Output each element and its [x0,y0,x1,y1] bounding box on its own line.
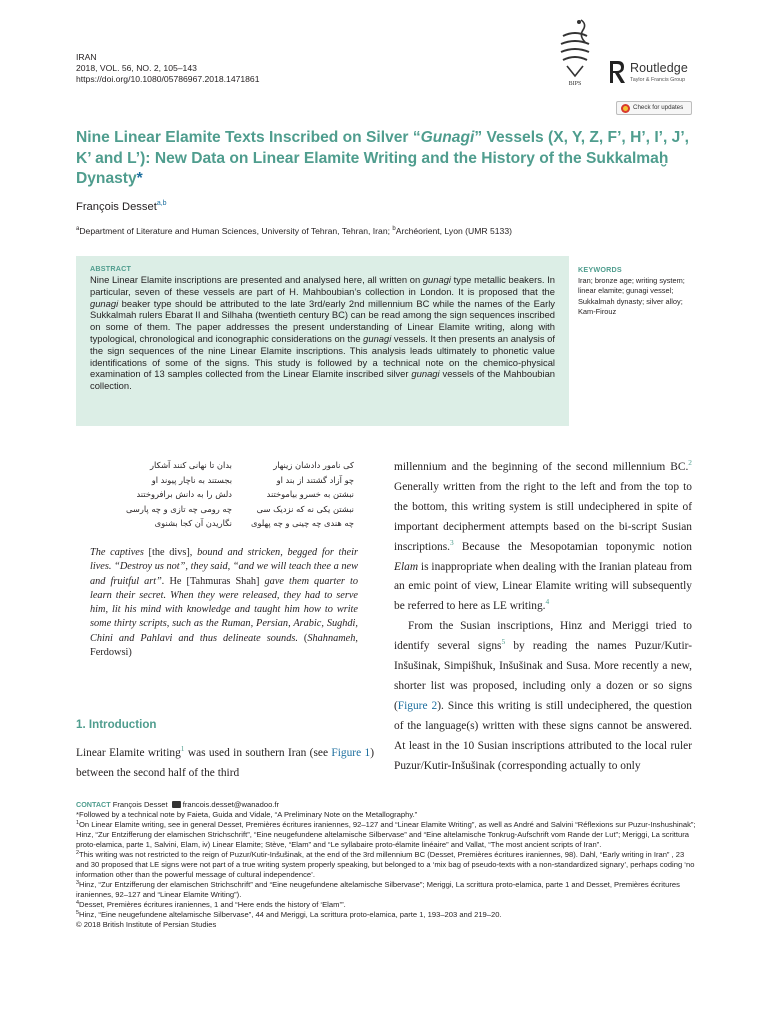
contact-line [76,800,698,810]
footnote-3: $^3$Hinz, “Zur Entzifferung der elamischen Strichschrift” and “Eine neugefundene altelamische Silbervase”; Meriggi, La scrittura proto-elamica, parte 1 and Desset, Premières écritures iraniennes, 92–127 and “Linear Elamite Writing”). [76,880,680,899]
footnote-ref-1[interactable]: 1 [180,744,185,753]
journal-meta [76,52,260,86]
footnote-ref-5[interactable]: 5 [501,637,506,647]
abstract-label: ABSTRACT [90,264,132,273]
abstract-box [76,256,569,426]
contact-name: François Desset [110,800,170,809]
keywords-label: KEYWORDS [578,265,622,274]
section-heading-introduction: 1. Introduction [76,718,157,731]
publisher-group: Taylor & Francis Group [630,77,686,83]
check-for-updates-button[interactable] [616,101,692,115]
routledge-icon [606,59,626,85]
author-line [76,200,167,213]
footnote-ref-4[interactable]: 4 [545,597,550,607]
title-footnote-star: * [136,170,143,188]
poem-left-column [108,458,232,531]
doi-link[interactable]: https://doi.org/10.1080/05786967.2018.1471861 [76,74,260,85]
poem-right-column [222,458,354,531]
poem-line: نبشتن به خسرو بیاموختند [266,489,354,500]
check-for-updates-label: Check for updates [633,104,684,111]
footnote-ref-2[interactable]: 2 [688,458,692,467]
title-text-2: ” Vessels (X, Y, Z, F’, H’, I’, J’, K’ and L’): New Data on Linear Elamite Writing and the History of the Sukkalmaḫ Dynasty [76,129,689,188]
poem-line: چو آزاد گشتند از بند او [276,474,354,485]
epigraph-translation: The captives [the divs], bound and stricken, begged for their lives. “Destroy us not”, they said, “and we will teach thee a new and fruitful art”. He [Tahmuras Shah] gave them quarter to learn their secret. When they were released, they had to serve him, lit his mind with knowledge and taught him how to write some thirty scripts, such as the Ruman, Persian, Arabic, Sughdi, Chini and Pahlavi and thus delineate sounds. (Shahnameh, Ferdowsi) [90,547,358,659]
poem-line: چه هندی چه چینی و چه پهلوی [250,518,354,529]
figure-2-link[interactable]: Figure 2 [397,699,438,712]
affil-a-mark: a [76,226,80,232]
journal-volume: 2018, VOL. 56, NO. 2, 105–143 [76,63,197,74]
footnote-ref-3[interactable]: 3 [450,537,454,547]
footnote-1: $^1$On Linear Elamite writing, see in general Desset, Premières écritures iraniennes, 92–127 and “Linear Elamite Writing”, as well as André and Salvini “Réflexions sur Puzur-Inshushinak”; Hinz, “Zur Entzifferung der elamischen Strichschrift”, “Eine neugefundene altelamische Silbervase” and “Eine altelamische Tonkrug-Aufschrift vom Rande der Lut”; Meriggi, La scrittura proto-elamica, parte 1, Salvini, Elam, iv) Linear Elamite; Stève, “Elam” and “Le syllabaire proto-élamite linéaire” and Vallat, “The most ancient scripts of Iran”. [76,820,696,849]
poem-line: نبشتن یکی نه که نزدیک سی [256,503,354,514]
article-title [76,128,698,190]
poem-line: بدان تا نهانی کنند آشکار [149,460,232,470]
publisher-name: Routledge [630,61,688,75]
footnotes [76,800,698,930]
journal-name: IRAN [76,52,97,62]
affiliations [76,226,698,236]
author-name: François Desset [76,201,157,213]
abstract-text: Nine Linear Elamite inscriptions are presented and analysed here, all written on gunagi type metallic beakers. In particular, seven of these vessels are part of H. Mahboubian’s collection in London. It is proposed that the gunagi beaker type should be attributed to the late 3rd/early 2nd millennium BC while the names of the Early Sukkalmah rulers Ebarat II and Silhaha (twentieth century BC) can be read among the sign sequences inscribed on some of them. The paper addresses the present understanding of Linear Elamite writing, along with typological, chronological and iconographic considerations on the gunagi vessels. It then presents an analysis of the sign sequences of the nine Linear Elamite inscriptions. This analysis leads ultimately to phonetic value identifications of some of the signs. This study is followed by a technical note on the chemico-physical examination of 13 samples collected from the Linear Elamite inscribed silver gunagi vessels of the Mahboubian collection. [90,274,556,392]
affil-b-mark: b [392,226,396,232]
body-column-left: Linear Elamite writing$^1$ was used in southern Iran (see Figure 1) between the second half of the third [76,744,374,779]
footnote-star: *Followed by a technical note by Faieta, Guida and Vidale, “A Preliminary Note on the Metallography.” [76,810,418,819]
crossmark-icon [621,104,630,113]
affil-b: Archéorient, Lyon (UMR 5133) [395,226,512,236]
author-affil-marks: a,b [156,200,167,207]
society-seal-logo [553,14,597,88]
poem-line: نگاریدن آن کجا بشنوی [154,518,232,529]
title-italic: Gunagi [420,129,475,146]
publisher-logo [606,59,698,89]
seal-caption: BIPS [568,81,582,87]
figure-1-link[interactable]: Figure 1 [331,747,371,759]
poem-line: بجستند به ناچار پیوند او [151,474,232,485]
contact-label: CONTACT [76,800,111,809]
footnote-4: $^4$Desset, Premières écritures iraniennes, 1 and “Here ends the history of ‘Elam’”. [76,900,346,909]
poem-line: کی نامور دادشان زینهار [273,460,354,470]
contact-email[interactable]: francois.desset@wanadoo.fr [182,800,280,809]
affil-a: Department of Literature and Human Sciences, University of Tehran, Tehran, Iran; [79,226,393,236]
title-text-1: Nine Linear Elamite Texts Inscribed on Silver “ [76,129,421,146]
keywords-block [578,265,698,318]
poem-line: چه رومی چه تازی و چه پارسی [126,503,232,514]
poem-line: دلش را به دانش برافروختند [136,489,232,500]
keywords-text: Iran; bronze age; writing system; linear elamite; gunagi vessel; Sukkalmah dynasty; silver alloy; Kam-Firouz [578,276,685,317]
copyright-line: © 2018 British Institute of Persian Studies [76,920,217,929]
footnote-5: $^5$Hinz, “Eine neugefundene altelamische Silbervase”, 44 and Meriggi, La scrittura proto-elamica, parte 1, 193–203 and 219–20. [76,910,502,919]
body-column-right: millennium and the beginning of the second millennium BC.$^2$ Generally written from the right to the left and from the top to the bottom, this writing system is still undeciphered in spite of important decipherment attempts based on the bi-script Susian inscriptions.$^3$ Because the Mesopotamian toponymic notion Elam is inappropriate when dealing with the Iranian plateau from an emic point of view, Linear Elamite writing will subsequently be referred to here as LE writing.$^4$ From the Susian inscriptions, Hinz and Meriggi tried to identify several signs$^5$ by reading the names Puzur/Kutir-Inšušinak, Simpišhuk, Inšušinak and Susa. More recently a new, shorter list was proposed, including only a dozen or so signs (Figure 2). Since this writing is still undeciphered, the question of the language(s) written with these signs cannot be answered. At least in the 10 Susian inscriptions attributed to the local ruler Puzur/Kutir-Inšušinak (corresponding actually to only [394,458,692,772]
footnote-2: $^2$This writing was not restricted to the reign of Puzur/Kutir-Inšušinak, at the end of the 3rd millennium BC (Desset, Premières écritures iraniennes, 98). Dahl, “Early writing in Iran” , 23 and 30 proposed that LE signs were not part of a true writing system properly speaking, but belonged to a ‘mix bag of pseudo-texts with a non-standardized signary’, perhaps coding ‘no information other than the powerful message of cultural independence’. [76,850,695,879]
email-icon [172,801,181,808]
